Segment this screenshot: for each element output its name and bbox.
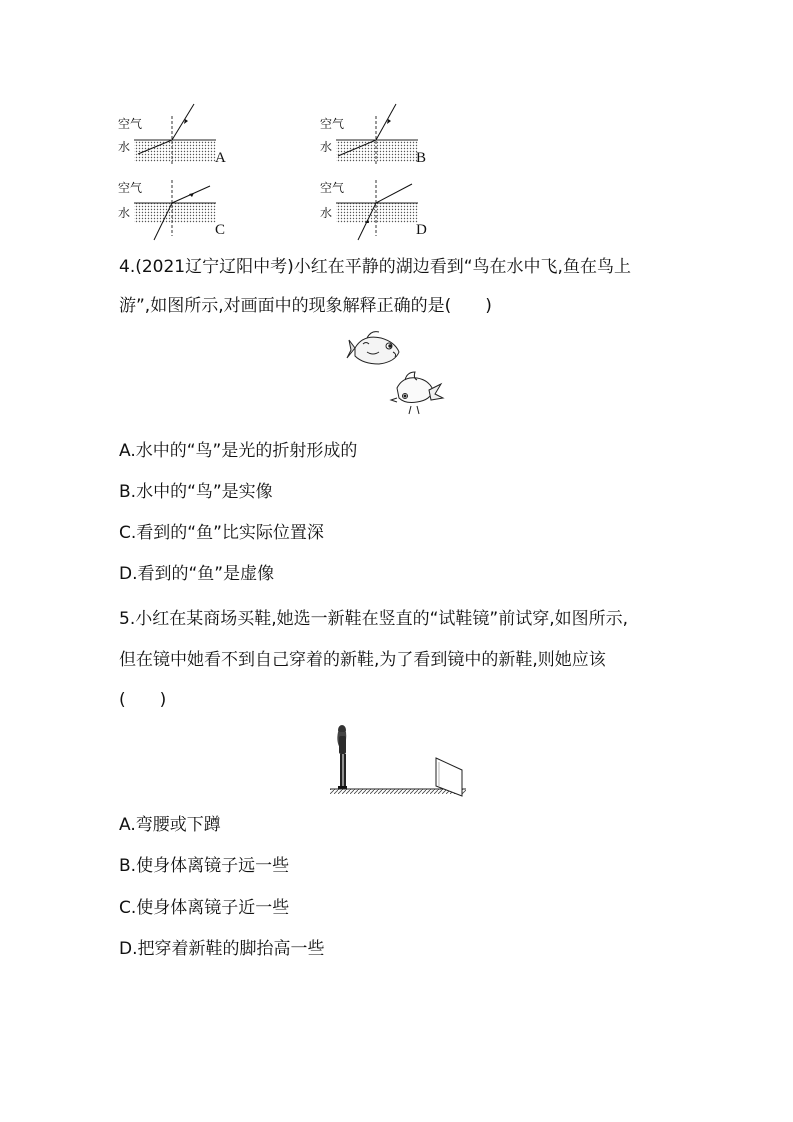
- q5-option-b: B.使身体离镜子远一些: [119, 856, 290, 876]
- question-5-line-3: ( ): [119, 690, 167, 710]
- option-letter: D: [416, 222, 427, 238]
- refracted-ray: [172, 104, 194, 140]
- diagram-b: [320, 102, 440, 168]
- air-label: 空气: [118, 117, 143, 131]
- refracted-ray: [376, 104, 396, 140]
- bird-drawing: [391, 372, 443, 414]
- air-label: 空气: [320, 117, 345, 131]
- water-body: [336, 140, 418, 162]
- q5-option-c: C.使身体离镜子近一些: [119, 898, 290, 918]
- water-body: [134, 203, 216, 223]
- option-letter: B: [416, 150, 427, 166]
- diagram-d: [320, 178, 440, 242]
- q4-option-d: D.看到的“鱼”是虚像: [119, 564, 275, 584]
- refracted-ray: [376, 184, 412, 203]
- option-letter: A: [215, 150, 226, 166]
- q4-option-b: B.水中的“鸟”是实像: [119, 482, 273, 502]
- air-label: 空气: [118, 181, 143, 195]
- question-5-line-1: 5.小红在某商场买鞋,她选一新鞋在竖直的“试鞋镜”前试穿,如图所示,: [119, 609, 629, 629]
- fish-drawing: [347, 332, 399, 364]
- water-label: 水: [320, 206, 333, 220]
- air-label: 空气: [320, 181, 345, 195]
- bird-fish-illustration: [345, 330, 445, 420]
- question-5-line-2: 但在镜中她看不到自己穿着的新鞋,为了看到镜中的新鞋,则她应该: [119, 650, 606, 670]
- girl-figure: [337, 725, 347, 789]
- water-label: 水: [118, 140, 131, 154]
- girl-mirror-illustration: [330, 722, 470, 802]
- q4-option-c: C.看到的“鱼”比实际位置深: [119, 523, 324, 543]
- q5-option-a: A.弯腰或下蹲: [119, 815, 221, 835]
- question-4-line-1: 4.(2021辽宁辽阳中考)小红在平静的湖边看到“鸟在水中飞,鱼在鸟上: [119, 257, 631, 277]
- question-4-line-2: 游”,如图所示,对画面中的现象解释正确的是( ): [119, 296, 492, 316]
- water-body: [336, 203, 418, 223]
- q5-option-d: D.把穿着新鞋的脚抬高一些: [119, 939, 325, 959]
- water-label: 水: [118, 206, 131, 220]
- water-label: 水: [320, 140, 333, 154]
- diagram-a: [118, 102, 238, 168]
- option-letter: C: [215, 222, 226, 238]
- q4-option-a: A.水中的“鸟”是光的折射形成的: [119, 441, 358, 461]
- diagram-c: [118, 178, 238, 242]
